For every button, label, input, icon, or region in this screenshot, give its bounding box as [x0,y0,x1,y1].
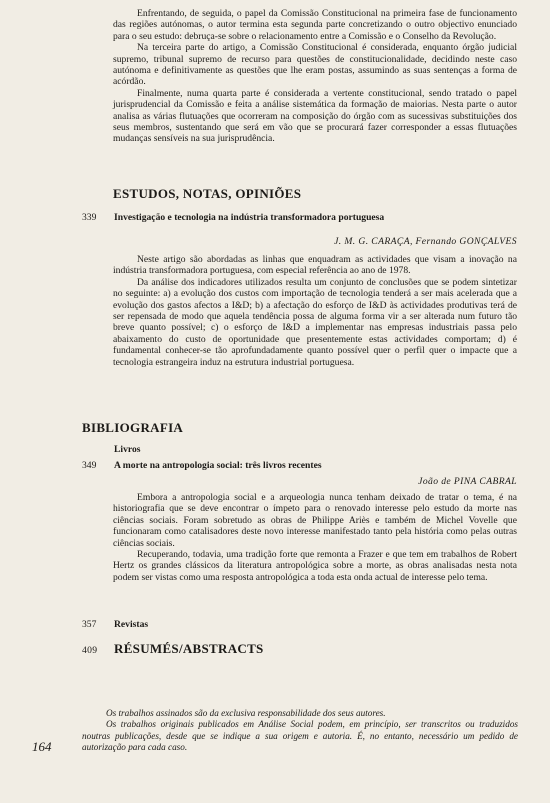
bibliografia-paragraph-1: Embora a antropologia social e a arqueologia nunca tenham deixado de tratar o tema, é na historiografia que se deve encontrar o ímpeto para o renovado interesse pelo estudo da morte nas ciências sociais. Foram sobretudo as obras de Philippe Ariès e também de Michel Vovelle que funcionaram como catalisadores deste novo interesse manifestado tanto pela história como pelas outras ciências sociais. [113,492,517,549]
entry-title: Investigação e tecnologia na indústria transformadora portuguesa [114,212,385,223]
estudos-paragraph-1: Neste artigo são abordadas as linhas que enquadram as actividades que visam a inovação na indústria transformadora portuguesa, com especial referência ao ano de 1978. [113,254,517,277]
estudos-author: J. M. G. CARAÇA, Fernando GONÇALVES [334,236,517,247]
entry-title: A morte na antropologia social: três livros recentes [114,460,322,471]
intro-text [113,8,517,145]
footnote [82,708,518,754]
bibliografia-text [113,492,517,583]
entry-number: 409 [82,645,98,656]
estudos-paragraph-2: Da análise dos indicadores utilizados resulta um conjunto de conclusões que se podem sintetizar no seguinte: a) a evolução dos custos com importação de tecnologia tenderá a ser mais acelerada que a evolução dos gastos afectos a I&D; b) a afectação do esforço de I&D às actividades produtivas terá de ser repensada de modo que aquela tendência possa de alguma forma vir a ser alterada num futuro tão breve quanto possível; c) o esforço de I&D a implementar nas empresas industriais passa pelo abaixamento do custo de oportunidade que presentemente estas actividades comportam; d) é fundamental conhecer-se tão aprofundadamente quanto possível quer o perfil quer o impacte que a tecnologia estrangeira induz na estrutura industrial portuguesa. [113,276,517,368]
resumes-heading: RÉSUMÉS/ABSTRACTS [114,641,264,656]
entry-number: 349 [82,460,97,471]
livros-subheading: Livros [114,444,141,455]
estudos-text [113,254,517,368]
entry-number: 339 [82,212,97,223]
intro-paragraph-3: Finalmente, numa quarta parte é considerada a vertente constitucional, sendo tratado o papel jurisprudencial da Comissão e feita a análise sistemática da formação de maiorias. Nesta parte o autor analisa as várias flutuações que ocorreram na composição do órgão com as sucessivas substituições dos seus membros, sustentando que será em vão que se procurará fazer corresponder a essas flutuações mudanças sensíveis na sua jurisprudência. [113,87,517,145]
page-number: 164 [32,739,52,754]
intro-paragraph-1: Enfrentando, de seguida, o papel da Comissão Constitucional na primeira fase de funcionamento das regiões autónomas, o autor termina esta segunda parte concretizando o outro objectivo enunciado para o seu estudo: debruça-se sobre o relacionamento entre a Comissão e o Conselho da Revolução. [113,8,517,42]
intro-paragraph-2: Na terceira parte do artigo, a Comissão Constitucional é considerada, enquanto órgão judicial supremo, tribunal supremo de recurso para questões de constitucionalidade, decidindo neste caso autónoma e definitivamente as questões que lhe eram postas, assumindo as suas sentenças a forma de acórdão. [113,42,517,88]
bibliografia-author: João de PINA CABRAL [418,476,517,487]
footnote-paragraph-1: Os trabalhos assinados são da exclusiva responsabilidade dos seus autores. [106,708,386,718]
footnote-paragraph-2: Os trabalhos originais publicados em Análise Social podem, em princípio, ser transcritos ou traduzidos noutras publicações, desde que se indique a sua origem e autoria. É, no entanto, necessário um pedido de autorização para cada caso. [82,719,518,753]
resumes-section [82,641,522,657]
entry-number: 357 [82,619,97,630]
bibliografia-paragraph-2: Recuperando, todavia, uma tradição forte que remonta a Frazer e que tem em trabalhos de Robert Hertz os grandes clássicos da literatura antropológica sobre a morte, as obras analisadas nesta nota podem ser vistas como uma resposta antropológica a toda esta onda actual de interesse pelo tema. [113,549,517,583]
estudos-heading: ESTUDOS, NOTAS, OPINIÕES [113,186,302,201]
bibliografia-heading: BIBLIOGRAFIA [82,420,184,435]
entry-title: Revistas [114,619,149,630]
